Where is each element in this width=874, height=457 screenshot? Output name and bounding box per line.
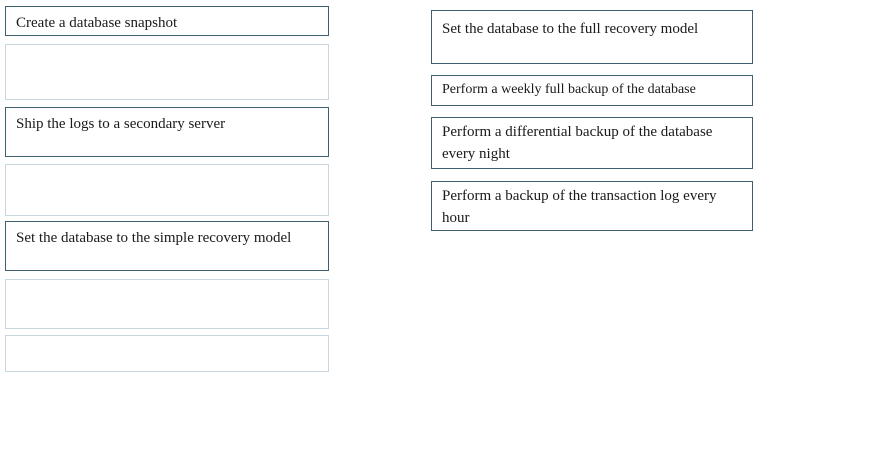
answer-item-label: Perform a weekly full backup of the database [442,82,696,97]
answer-item-full-recovery[interactable] [431,10,753,64]
answer-item-differential-backup[interactable] [431,117,753,169]
source-empty-slot [5,279,329,329]
answer-item-label: Perform a differential backup of the database every night [442,124,713,162]
answer-item-weekly-full-backup[interactable] [431,75,753,106]
source-empty-slot [5,335,329,372]
source-empty-slot [5,44,329,100]
source-option-ship-logs[interactable] [5,107,329,157]
source-option-label: Create a database snapshot [16,15,178,31]
source-empty-slot [5,164,329,216]
source-option-label: Set the database to the simple recovery model [16,230,292,246]
source-option-simple-recovery[interactable] [5,221,329,271]
source-option-label: Ship the logs to a secondary server [16,116,226,132]
answer-item-transaction-log-backup[interactable] [431,181,753,231]
answer-item-label: Perform a backup of the transaction log every hour [442,188,717,226]
source-option-create-snapshot[interactable] [5,6,329,36]
answer-item-label: Set the database to the full recovery model [442,21,699,37]
